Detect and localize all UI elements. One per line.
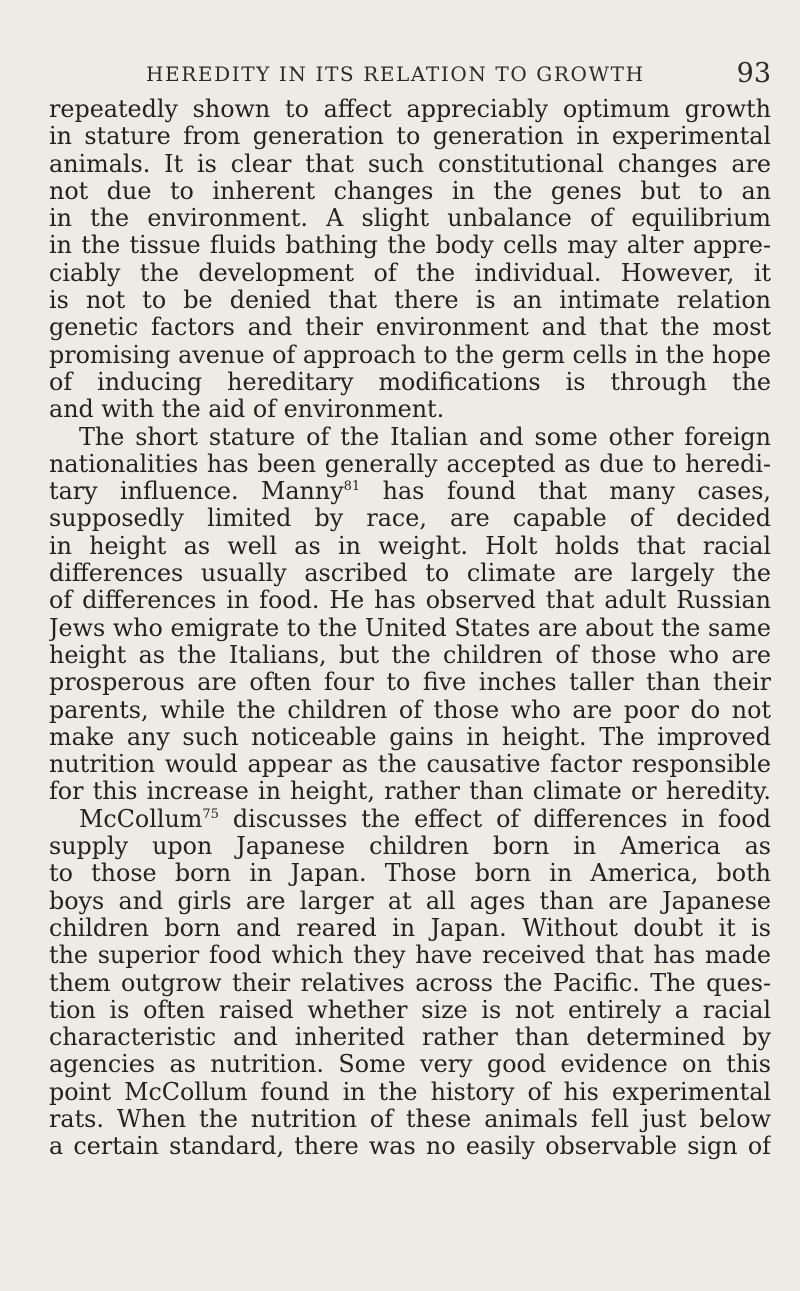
text-line: in the environment. A slight unbalance of equilibrium <box>49 205 771 233</box>
citation-ref-81: 81 <box>343 479 361 495</box>
text-line: boys and girls are larger at all ages than are Japanese <box>49 887 771 915</box>
text-fragment: has found that many cases, <box>360 478 771 506</box>
text-line: Jews who emigrate to the United States are about the same <box>49 614 771 642</box>
text-line: to those born in Japan. Those born in America, both <box>49 860 771 888</box>
text-line: ciably the development of the individual. However, it <box>49 259 771 287</box>
text-line: parents, while the children of those who are poor do not <box>49 696 771 724</box>
text-line: nutrition would appear as the causative factor responsible <box>49 751 771 779</box>
text-line: animals. It is clear that such constitutional changes are <box>49 150 771 178</box>
text-line: a certain standard, there was no easily observable sign of <box>49 1133 771 1161</box>
text-line: repeatedly shown to affect appreciably optimum growth <box>49 96 771 123</box>
text-fragment: tary influence. Manny <box>49 478 344 506</box>
text-line: The short stature of the Italian and some other foreign <box>79 423 771 451</box>
text-line: promising avenue of approach to the germ cells in the hope <box>49 341 771 369</box>
text-line: supposedly limited by race, are capable of decided <box>49 505 771 533</box>
page-header <box>0 56 800 92</box>
text-line: and with the aid of environment. <box>49 395 445 424</box>
text-line: in the tissue fluids bathing the body cells may alter appre- <box>49 232 771 260</box>
page-number: 93 <box>736 58 771 89</box>
body-text <box>49 96 771 1161</box>
text-line: characteristic and inherited rather than determined by <box>49 1024 771 1052</box>
text-line: rats. When the nutrition of these animals fell just below <box>49 1105 771 1133</box>
paragraph-1 <box>49 96 771 424</box>
text-line: point McCollum found in the history of his experimental <box>49 1078 771 1106</box>
text-line: prosperous are often four to five inches taller than their <box>49 669 771 697</box>
text-line: nationalities has been generally accepted as due to heredi- <box>49 450 771 478</box>
text-line: make any such noticeable gains in height. The improved <box>49 723 771 751</box>
text-line: them outgrow their relatives across the Pacific. The ques- <box>49 969 771 997</box>
text-line: of differences in food. He has observed that adult Russian <box>49 587 771 615</box>
text-line: for this increase in height, rather than climate or heredity. <box>49 778 771 806</box>
text-line: of inducing hereditary modifications is through the <box>49 368 771 396</box>
text-line: supply upon Japanese children born in America as <box>49 833 771 861</box>
text-line: agencies as nutrition. Some very good evidence on this <box>49 1051 771 1079</box>
text-line: not due to inherent changes in the genes but to an <box>49 177 771 205</box>
text-line: in stature from generation to generation in experimental <box>49 123 771 151</box>
text-fragment: discusses the effect of differences in food <box>218 805 771 833</box>
running-title: HEREDITY IN ITS RELATION TO GROWTH <box>146 62 645 86</box>
text-fragment: McCollum <box>79 805 203 833</box>
text-line-with-citation <box>49 478 771 505</box>
citation-ref-75: 75 <box>202 806 219 822</box>
paragraph-2 <box>49 424 771 806</box>
text-line: tion is often raised whether size is not entirely a racial <box>49 996 771 1024</box>
text-line: is not to be denied that there is an intimate relation <box>49 287 771 315</box>
text-line: differences usually ascribed to climate are largely the <box>49 560 771 588</box>
text-line: children born and reared in Japan. Without doubt it is <box>49 914 771 942</box>
text-line: height as the Italians, but the children of those who are <box>49 641 771 669</box>
text-line: the superior food which they have received that has made <box>49 942 771 970</box>
text-line: in height as well as in weight. Holt holds that racial <box>49 532 771 560</box>
paragraph-3 <box>49 806 771 1161</box>
text-line-with-citation <box>49 806 771 833</box>
text-line: genetic factors and their environment and that the most <box>49 314 771 342</box>
